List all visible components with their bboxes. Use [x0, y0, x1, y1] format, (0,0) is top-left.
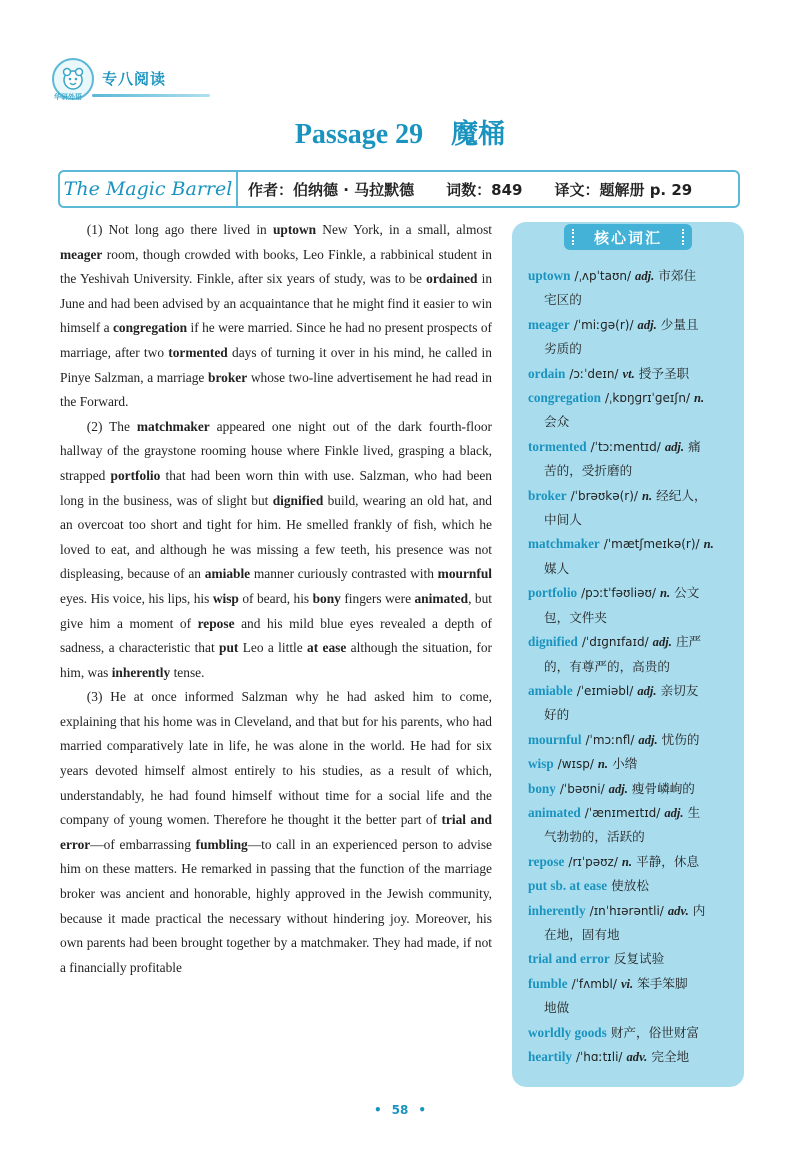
vocab-pos: adj.: [638, 732, 658, 747]
paragraph-text: build, wearing an old hat, and an overcoat too short and tight for him. He smelled frankly of fish, which he loved to eat, and although he was missing a few teeth, his presence was not displeasing, because of an: [60, 492, 492, 582]
vocab-word: wisp: [528, 756, 554, 772]
vocab-meaning: 瘦骨嶙峋的: [631, 780, 695, 796]
vocab-word: repose: [528, 853, 565, 869]
vocab-pos: adv.: [667, 903, 689, 918]
vocab-item: [528, 874, 734, 898]
vocab-meaning-cont: 好的: [544, 707, 570, 723]
page-number: • 58 •: [373, 1103, 427, 1117]
paragraph-text: if he were married. Since he had no present prospects of marriage, after two: [60, 320, 493, 360]
vocab-meaning-cont: 在地，固有地: [544, 926, 620, 942]
key-word: mournful: [437, 566, 492, 582]
vocab-item: [528, 1045, 734, 1069]
paragraph-text: (3) He at once informed Salzman why he had asked him to come, explaining that his home was in Cleveland, and that but for his parents, who had married comparatively late in life, he was alone in the world. He had for six years devoted himself almost entirely to his studies, as a result of which, understandably, he had found himself without time for a social life and the company of young women. Therefore he thought it the better part of: [60, 689, 492, 828]
vocab-word: put sb. at ease: [528, 878, 608, 894]
vocab-word: mournful: [528, 731, 582, 747]
vocab-list: [528, 264, 734, 1069]
vocab-item: [528, 679, 734, 728]
vocab-phonetic: /pɔːtˈfəʊliəʊ/: [581, 586, 656, 601]
key-word: matchmaker: [136, 418, 210, 434]
paragraph-text: New York, in a small, almost: [316, 222, 492, 237]
paragraph-text: —of embarrassing: [90, 836, 196, 852]
vocab-phonetic: /ˈmiːɡə(r)/: [573, 317, 634, 332]
paragraph-text: —to call in an experienced person to advise him on these matters. He remarked in passing that the function of the marriage broker was ancient and honorable, highly approved in the Jewish community, because it made practical the necessary without hindering joy. Moreover, his own parents had been brought together by a matchmaker. They had made, if not a financially profitable: [60, 836, 492, 975]
key-word: uptown: [272, 222, 317, 237]
vocab-meaning: 公文: [674, 585, 700, 601]
series-title: 专八阅读: [102, 70, 167, 88]
vocab-item: [528, 313, 734, 362]
vocab-pos: n.: [694, 391, 705, 406]
vocab-word: trial and error: [528, 951, 610, 967]
key-word: repose: [197, 615, 235, 631]
vocab-phonetic: /ˈænɪmeɪtɪd/: [584, 805, 661, 820]
vocab-meaning: 授予圣职: [638, 365, 690, 381]
paragraph: [60, 415, 492, 686]
vocab-meaning: 忧伤的: [661, 731, 700, 747]
paragraph-text: days of turning it over in his mind, he called in Pinye Salzman, a marriage: [60, 344, 492, 385]
vocab-item: [528, 362, 734, 386]
vocab-pos: n.: [703, 537, 714, 552]
passage-title-cn: 魔桶: [451, 119, 506, 150]
vocab-word: ordain: [528, 365, 566, 381]
vocab-meaning-cont: 会众: [544, 414, 570, 430]
vocab-meaning: 庄严: [675, 634, 702, 650]
vocab-pos: n.: [641, 488, 653, 503]
vocab-item: [528, 532, 734, 581]
key-word: dignified: [272, 492, 324, 508]
vocab-word: heartily: [528, 1049, 572, 1064]
vocab-meaning-cont: 包，文件夹: [544, 609, 607, 625]
vocab-pos: adj.: [664, 439, 685, 454]
vocab-meaning: 小绺: [612, 756, 638, 772]
vocab-word: uptown: [528, 268, 571, 283]
paragraph-text: (2) The: [86, 418, 137, 434]
passage-number: Passage 29: [294, 119, 424, 150]
vocab-item: [528, 728, 734, 752]
key-word: at ease: [307, 640, 347, 656]
vocab-item: [528, 850, 734, 874]
vocab-item: [528, 1021, 734, 1045]
vocab-phonetic: /ˈhɑːtɪli/: [575, 1050, 623, 1064]
passage-meta: [238, 179, 738, 200]
key-word: put: [219, 640, 239, 656]
key-word: congregation: [112, 320, 188, 336]
vocab-item: [528, 777, 734, 801]
vocab-item: [528, 264, 734, 313]
vocab-meaning: 亲切友: [660, 682, 699, 698]
vocab-item: [528, 752, 734, 776]
paragraph-text: tense.: [170, 664, 205, 680]
key-word: bony: [312, 590, 341, 606]
vocab-word: inherently: [528, 902, 586, 918]
key-word: meager: [60, 246, 103, 262]
passage-body: [60, 218, 492, 980]
vocab-word: dignified: [528, 634, 578, 650]
vocab-phonetic: /ˈbəʊni/: [559, 781, 605, 796]
vocab-phonetic: /wɪsp/: [557, 757, 594, 772]
vocab-meaning: 内: [692, 902, 706, 918]
vocab-meaning: 生: [687, 804, 701, 820]
key-word: amiable: [204, 566, 251, 582]
vocab-meaning-cont: 劣质的: [544, 341, 582, 357]
vocab-phonetic: /ɔːˈdeɪn/: [569, 366, 619, 381]
vocab-word: amiable: [528, 682, 573, 698]
vocab-meaning: 市郊住: [658, 268, 697, 283]
translation-ref-label: 译文：题解册 p. 29: [554, 180, 693, 199]
paragraph-text: room, though crowded with books, Leo Finkle, a rabbinical student in the Yeshivah University. Finkle, after six years of study, was to be: [60, 246, 492, 287]
vocab-phonetic: /ˈtɔːmentɪd/: [590, 439, 661, 454]
vocab-phonetic: /ɪnˈhɪərəntli/: [589, 903, 664, 918]
key-word: tormented: [168, 344, 228, 360]
vocab-word: portfolio: [528, 585, 578, 601]
vocab-phonetic: /ˈmætʃmeɪkə(r)/: [603, 537, 700, 552]
key-word: fumbling: [195, 836, 248, 852]
paragraph-text: manner curiously contrasted with: [250, 566, 438, 582]
vocab-meaning-cont: 的，有尊严的，高贵的: [544, 658, 670, 674]
paragraph-text: that had been worn thin with use. Salzman, who had been long in the business, was of slight but: [60, 467, 492, 508]
vocab-word: worldly goods: [528, 1024, 607, 1040]
vocab-pos: vi.: [620, 976, 634, 991]
vocab-phonetic: /ˈbrəʊkə(r)/: [570, 488, 638, 503]
vocab-pos: n.: [621, 854, 633, 869]
vocab-pos: adj.: [652, 635, 672, 650]
vocab-item: [528, 484, 734, 533]
vocab-phonetic: /ˌkɒŋɡrɪˈɡeɪʃn/: [605, 391, 690, 406]
paragraph-text: in June and had been advised by an acquaintance that he might find it easier to win himself a: [60, 271, 493, 336]
vocab-meaning: 财产，俗世财富: [610, 1024, 699, 1040]
series-logo: [52, 58, 202, 108]
word-count-label: 词数：849: [446, 180, 523, 199]
author-label: 作者：伯纳德 · 马拉默德: [248, 180, 415, 199]
vocab-meaning: 少量且: [660, 316, 699, 332]
vocab-word: congregation: [528, 390, 602, 406]
vocab-word: tormented: [528, 438, 587, 454]
vocab-meaning: 经纪人，: [656, 487, 707, 503]
title-underline: [92, 94, 210, 97]
vocab-header: 核心词汇: [564, 224, 692, 250]
vocab-meaning-cont: 地做: [544, 1000, 570, 1016]
paragraph: [60, 218, 492, 415]
paragraph-text: although the situation, for him, was: [60, 640, 493, 680]
paragraph: [60, 685, 492, 980]
vocab-word: fumble: [528, 975, 568, 991]
paragraph-text: , but give him a moment of: [60, 590, 492, 631]
vocab-meaning: 完全地: [651, 1049, 690, 1064]
vocab-pos: adj.: [608, 781, 628, 796]
vocab-pos: adj.: [637, 683, 657, 698]
key-word: portfolio: [110, 467, 161, 483]
vocab-phonetic: /ˈmɔːnfl/: [585, 732, 635, 747]
page-number-value: 58: [391, 1103, 409, 1117]
paragraph-text: of beard, his: [238, 590, 313, 606]
vocab-meaning-cont: 苦的，受折磨的: [544, 463, 633, 479]
key-word: broker: [208, 369, 248, 385]
vocab-item: [528, 899, 734, 948]
vocab-item: [528, 972, 734, 1021]
paragraph-text: fingers were: [340, 590, 415, 606]
vocab-meaning-cont: 媒人: [544, 560, 570, 576]
key-word: inherently: [111, 664, 171, 680]
key-word: animated: [414, 590, 469, 606]
vocab-word: meager: [528, 316, 570, 332]
key-word: ordained: [426, 271, 478, 287]
vocab-pos: adj.: [635, 269, 655, 283]
vocab-phonetic: /ˈdɪɡnɪfaɪd/: [581, 635, 649, 650]
paragraph-text: and his mild blue eyes revealed a depth of sadness, a characteristic that: [60, 615, 492, 656]
vocab-pos: vt.: [622, 366, 635, 381]
paragraph-text: (1) Not long ago there lived in: [86, 222, 273, 237]
vocab-sidebar: [512, 222, 744, 1087]
vocab-pos: n.: [659, 586, 671, 601]
vocab-phonetic: /ˈfʌmbl/: [571, 976, 617, 991]
vocab-phonetic: /ˌʌpˈtaʊn/: [574, 269, 632, 283]
vocab-item: [528, 947, 734, 971]
vocab-meaning: 平静，休息: [636, 853, 700, 869]
key-word: wisp: [212, 590, 239, 606]
passage-title: [0, 112, 800, 151]
vocab-phonetic: /rɪˈpəʊz/: [568, 854, 618, 869]
paragraph-text: whose two-line advertisement he had read in the Forward.: [60, 369, 493, 410]
vocab-meaning: 痛: [688, 438, 701, 454]
vocab-meaning-cont: 中间人: [544, 512, 582, 528]
passage-info-bar: [58, 170, 740, 208]
vocab-meaning-cont: 宅区的: [544, 292, 582, 308]
vocab-phonetic: /ˈeɪmiəbl/: [576, 683, 634, 698]
vocab-meaning-cont: 气勃勃的，活跃的: [544, 829, 645, 845]
passage-title-en: The Magic Barrel: [60, 172, 238, 206]
paragraph-text: appeared one night out of the dark fourth-floor hallway of the graystone rooming house where Finkle lived, grasping a black, strapped: [60, 418, 493, 483]
key-word: trial and error: [60, 812, 492, 852]
vocab-item: [528, 386, 734, 435]
vocab-item: [528, 435, 734, 484]
vocab-item: [528, 630, 734, 679]
vocab-meaning: 笨手笨脚: [637, 975, 688, 991]
vocab-pos: adj.: [637, 317, 657, 332]
paragraph-text: Leo a little: [238, 640, 308, 656]
vocab-meaning: 使放松: [611, 878, 649, 894]
vocab-pos: n.: [597, 757, 609, 772]
vocab-item: [528, 581, 734, 630]
vocab-pos: adv.: [626, 1050, 648, 1064]
logo-brand-text: 华研外语: [54, 93, 82, 101]
paragraph-text: eyes. His voice, his lips, his: [60, 590, 213, 606]
vocab-word: broker: [528, 487, 567, 503]
vocab-word: bony: [528, 780, 556, 796]
vocab-pos: adj.: [664, 805, 684, 820]
vocab-item: [528, 801, 734, 850]
vocab-word: animated: [528, 804, 581, 820]
vocab-meaning: 反复试验: [613, 951, 665, 967]
vocab-word: matchmaker: [528, 536, 600, 552]
